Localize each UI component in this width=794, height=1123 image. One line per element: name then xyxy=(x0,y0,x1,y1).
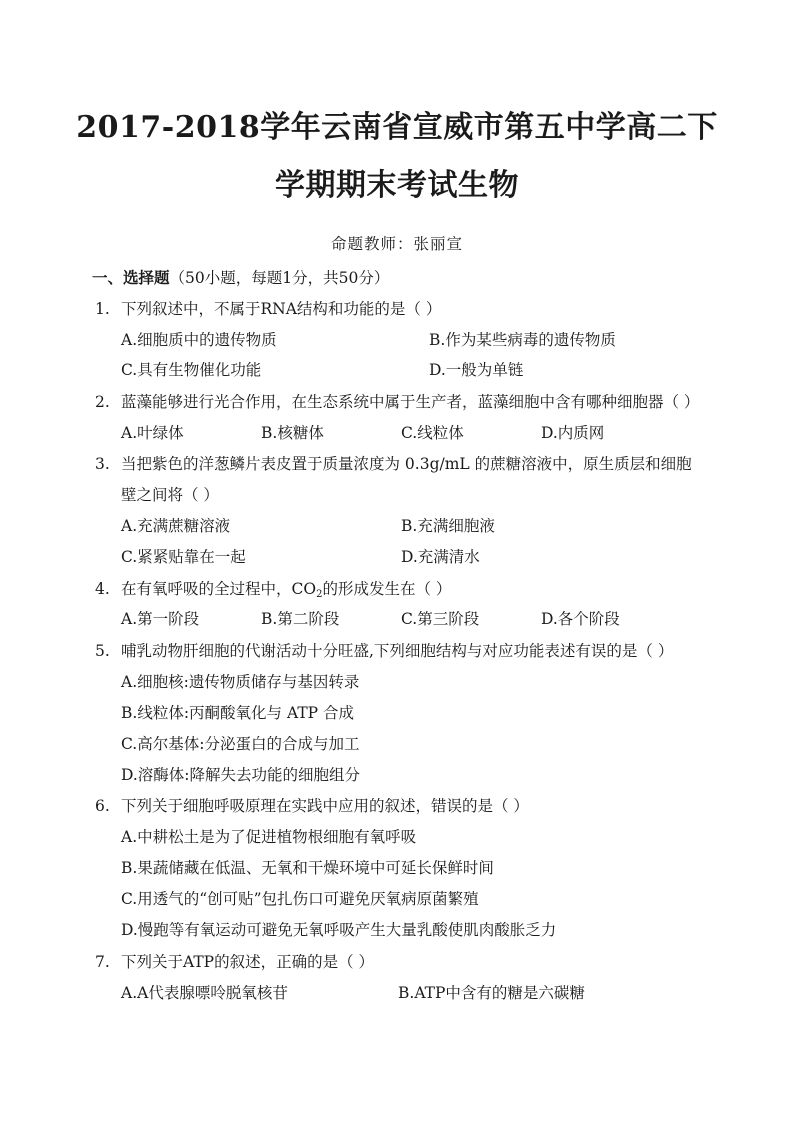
question-text: 在有氧呼吸的全过程中，CO xyxy=(121,580,317,598)
subscript: 2 xyxy=(316,589,323,600)
question-text: 下列关于ATP的叙述，正确的是（ ） xyxy=(121,953,375,971)
option: C.第三阶段 xyxy=(401,610,480,628)
question-stem xyxy=(95,791,715,822)
question-text: 的形成发生在（ ） xyxy=(322,580,452,598)
question-text: 蓝藻能够进行光合作用，在生态系统中属于生产者，蓝藻细胞中含有哪种细胞器（ ） xyxy=(121,393,700,411)
option: A.叶绿体 xyxy=(121,424,184,442)
option: B.作为某些病毒的遗传物质 xyxy=(429,331,616,349)
option: A.细胞核:遗传物质储存与基因转录 xyxy=(121,673,360,691)
question-stem xyxy=(95,294,715,325)
option: D.一般为单链 xyxy=(429,361,524,379)
option: D.内质网 xyxy=(541,424,605,442)
option: A.细胞质中的遗传物质 xyxy=(121,331,277,349)
option: B.充满细胞液 xyxy=(401,517,495,535)
option: A.充满蔗糖溶液 xyxy=(121,517,231,535)
option: C.具有生物催化功能 xyxy=(121,361,262,379)
question-number: 7. xyxy=(95,953,110,971)
option: B.ATP中含有的糖是六碳糖 xyxy=(398,984,585,1002)
question-number: 1. xyxy=(95,300,110,318)
option: A.第一阶段 xyxy=(121,610,200,628)
question-stem xyxy=(95,387,715,418)
section-heading xyxy=(92,266,389,288)
option: D.各个阶段 xyxy=(541,610,620,628)
option: C.线粒体 xyxy=(401,424,464,442)
question-text: 下列叙述中，不属于RNA结构和功能的是（ ） xyxy=(121,300,442,318)
option: C.用透气的“创可贴”包扎伤口可避免厌氧病原菌繁殖 xyxy=(121,890,479,908)
question-text: 当把紫色的洋葱鳞片表皮置于质量浓度为 0.3g/mL 的蔗糖溶液中，原生质层和细胞 xyxy=(121,455,692,473)
page-title-line1: 2017-2018学年云南省宣威市第五中学高二下 xyxy=(76,110,718,145)
section-note: （50小题，每题1分，共50分） xyxy=(169,269,390,287)
option: D.慢跑等有氧运动可避免无氧呼吸产生大量乳酸使肌肉酸胀乏力 xyxy=(121,921,557,939)
question-stem xyxy=(95,947,715,978)
option: D.溶酶体:降解失去功能的细胞组分 xyxy=(121,766,361,784)
question-number: 2. xyxy=(95,393,110,411)
option: C.高尔基体:分泌蛋白的合成与加工 xyxy=(121,735,360,753)
option: B.线粒体:丙酮酸氧化与 ATP 合成 xyxy=(121,704,355,722)
section-label: 一、选择题 xyxy=(92,268,170,287)
question-number: 6. xyxy=(95,797,110,815)
option: B.第二阶段 xyxy=(261,610,340,628)
question-stem xyxy=(95,636,715,667)
question-number: 4. xyxy=(95,580,110,598)
question-number: 5. xyxy=(95,642,110,660)
question-number: 3. xyxy=(95,455,110,473)
option: D.充满清水 xyxy=(401,548,480,566)
option: C.紧紧贴靠在一起 xyxy=(121,548,246,566)
question-text: 哺乳动物肝细胞的代谢活动十分旺盛,下列细胞结构与对应功能表述有误的是（ ） xyxy=(121,642,674,660)
option: B.核糖体 xyxy=(261,424,324,442)
question-text: 下列关于细胞呼吸原理在实践中应用的叙述，错误的是（ ） xyxy=(121,797,529,815)
question-text-continued: 壁之间将（ ） xyxy=(121,486,219,504)
option: A.中耕松土是为了促进植物根细胞有氧呼吸 xyxy=(121,828,417,846)
option: A.A代表腺嘌呤脱氧核苷 xyxy=(121,984,288,1002)
author-line: 命题教师：张丽宣 xyxy=(330,235,463,253)
question-stem xyxy=(95,449,715,480)
page-title-line2: 学期期末考试生物 xyxy=(275,168,519,203)
option: B.果蔬储藏在低温、无氧和干燥环境中可延长保鲜时间 xyxy=(121,859,494,877)
